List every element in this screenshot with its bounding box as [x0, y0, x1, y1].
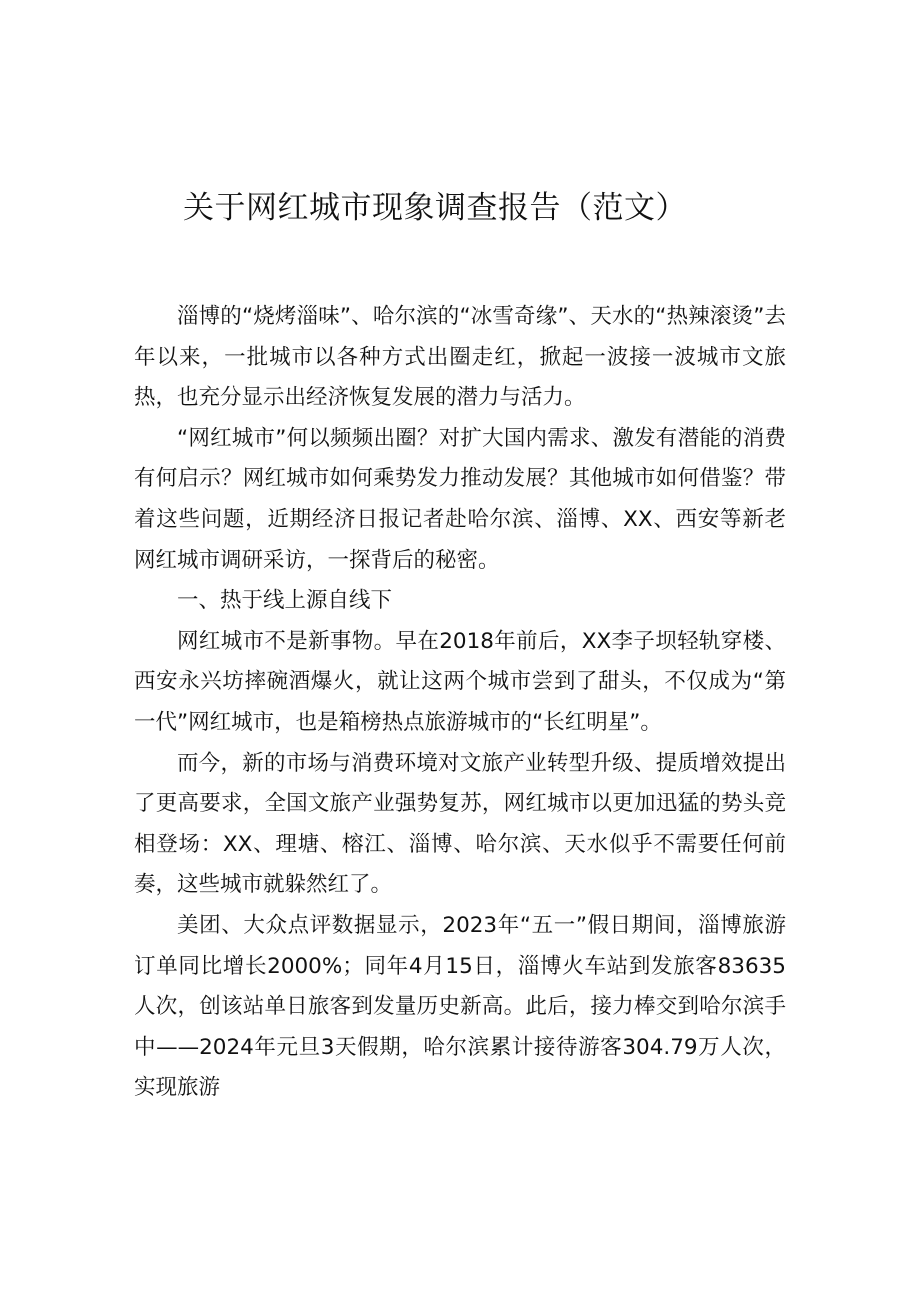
paragraph-intro: 淄博的“烧烤淄味”、哈尔滨的“冰雪奇缘”、天水的“热辣滚烫”去年以来，一批城市以各种方式出圈走红，掀起一波接一波城市文旅热，也充分显示出经济恢复发展的潜力与活力。 — [134, 304, 786, 411]
document-title: 关于网红城市现象调查报告（范文） — [183, 190, 687, 226]
paragraph-new-wave: 而今，新的市场与消费环境对文旅产业转型升级、提质增效提出了更高要求，全国文旅产业强势复苏，网红城市以更加迅猛的势头竞相登场：XX、理塘、榕江、淄博、哈尔滨、天水似乎不需要任何前奏，这些城市就躲然红了。 — [134, 750, 786, 898]
section-heading-1: 一、热于线上源自线下 — [177, 588, 393, 614]
paragraph-statistics: 美团、大众点评数据显示，2023年“五一”假日期间，淄博旅游订单同比增长2000%；同年4月15日，淄博火车站到发旅客83635人次，创该站单日旅客到发量历史新高。此后，接力棒交到哈尔滨手中——2024年元旦3天假期，哈尔滨累计接待游客304.79万人次，实现旅游 — [134, 912, 786, 1101]
paragraph-first-generation: 网红城市不是新事物。早在2018年前后，XX李子坝轻轨穿楼、西安永兴坊摔碗酒爆火，就让这两个城市尝到了甜头，不仅成为“第一代”网红城市，也是箱榜热点旅游城市的“长红明星”。 — [134, 628, 786, 735]
paragraph-questions: “网红城市”何以频频出圈？对扩大国内需求、激发有潜能的消费有何启示？网红城市如何乘势发力推动发展？其他城市如何借鉴？带着这些问题，近期经济日报记者赴哈尔滨、淄博、XX、西安等新老网红城市调研采访，一探背后的秘密。 — [134, 425, 786, 573]
document-body — [134, 297, 786, 1109]
